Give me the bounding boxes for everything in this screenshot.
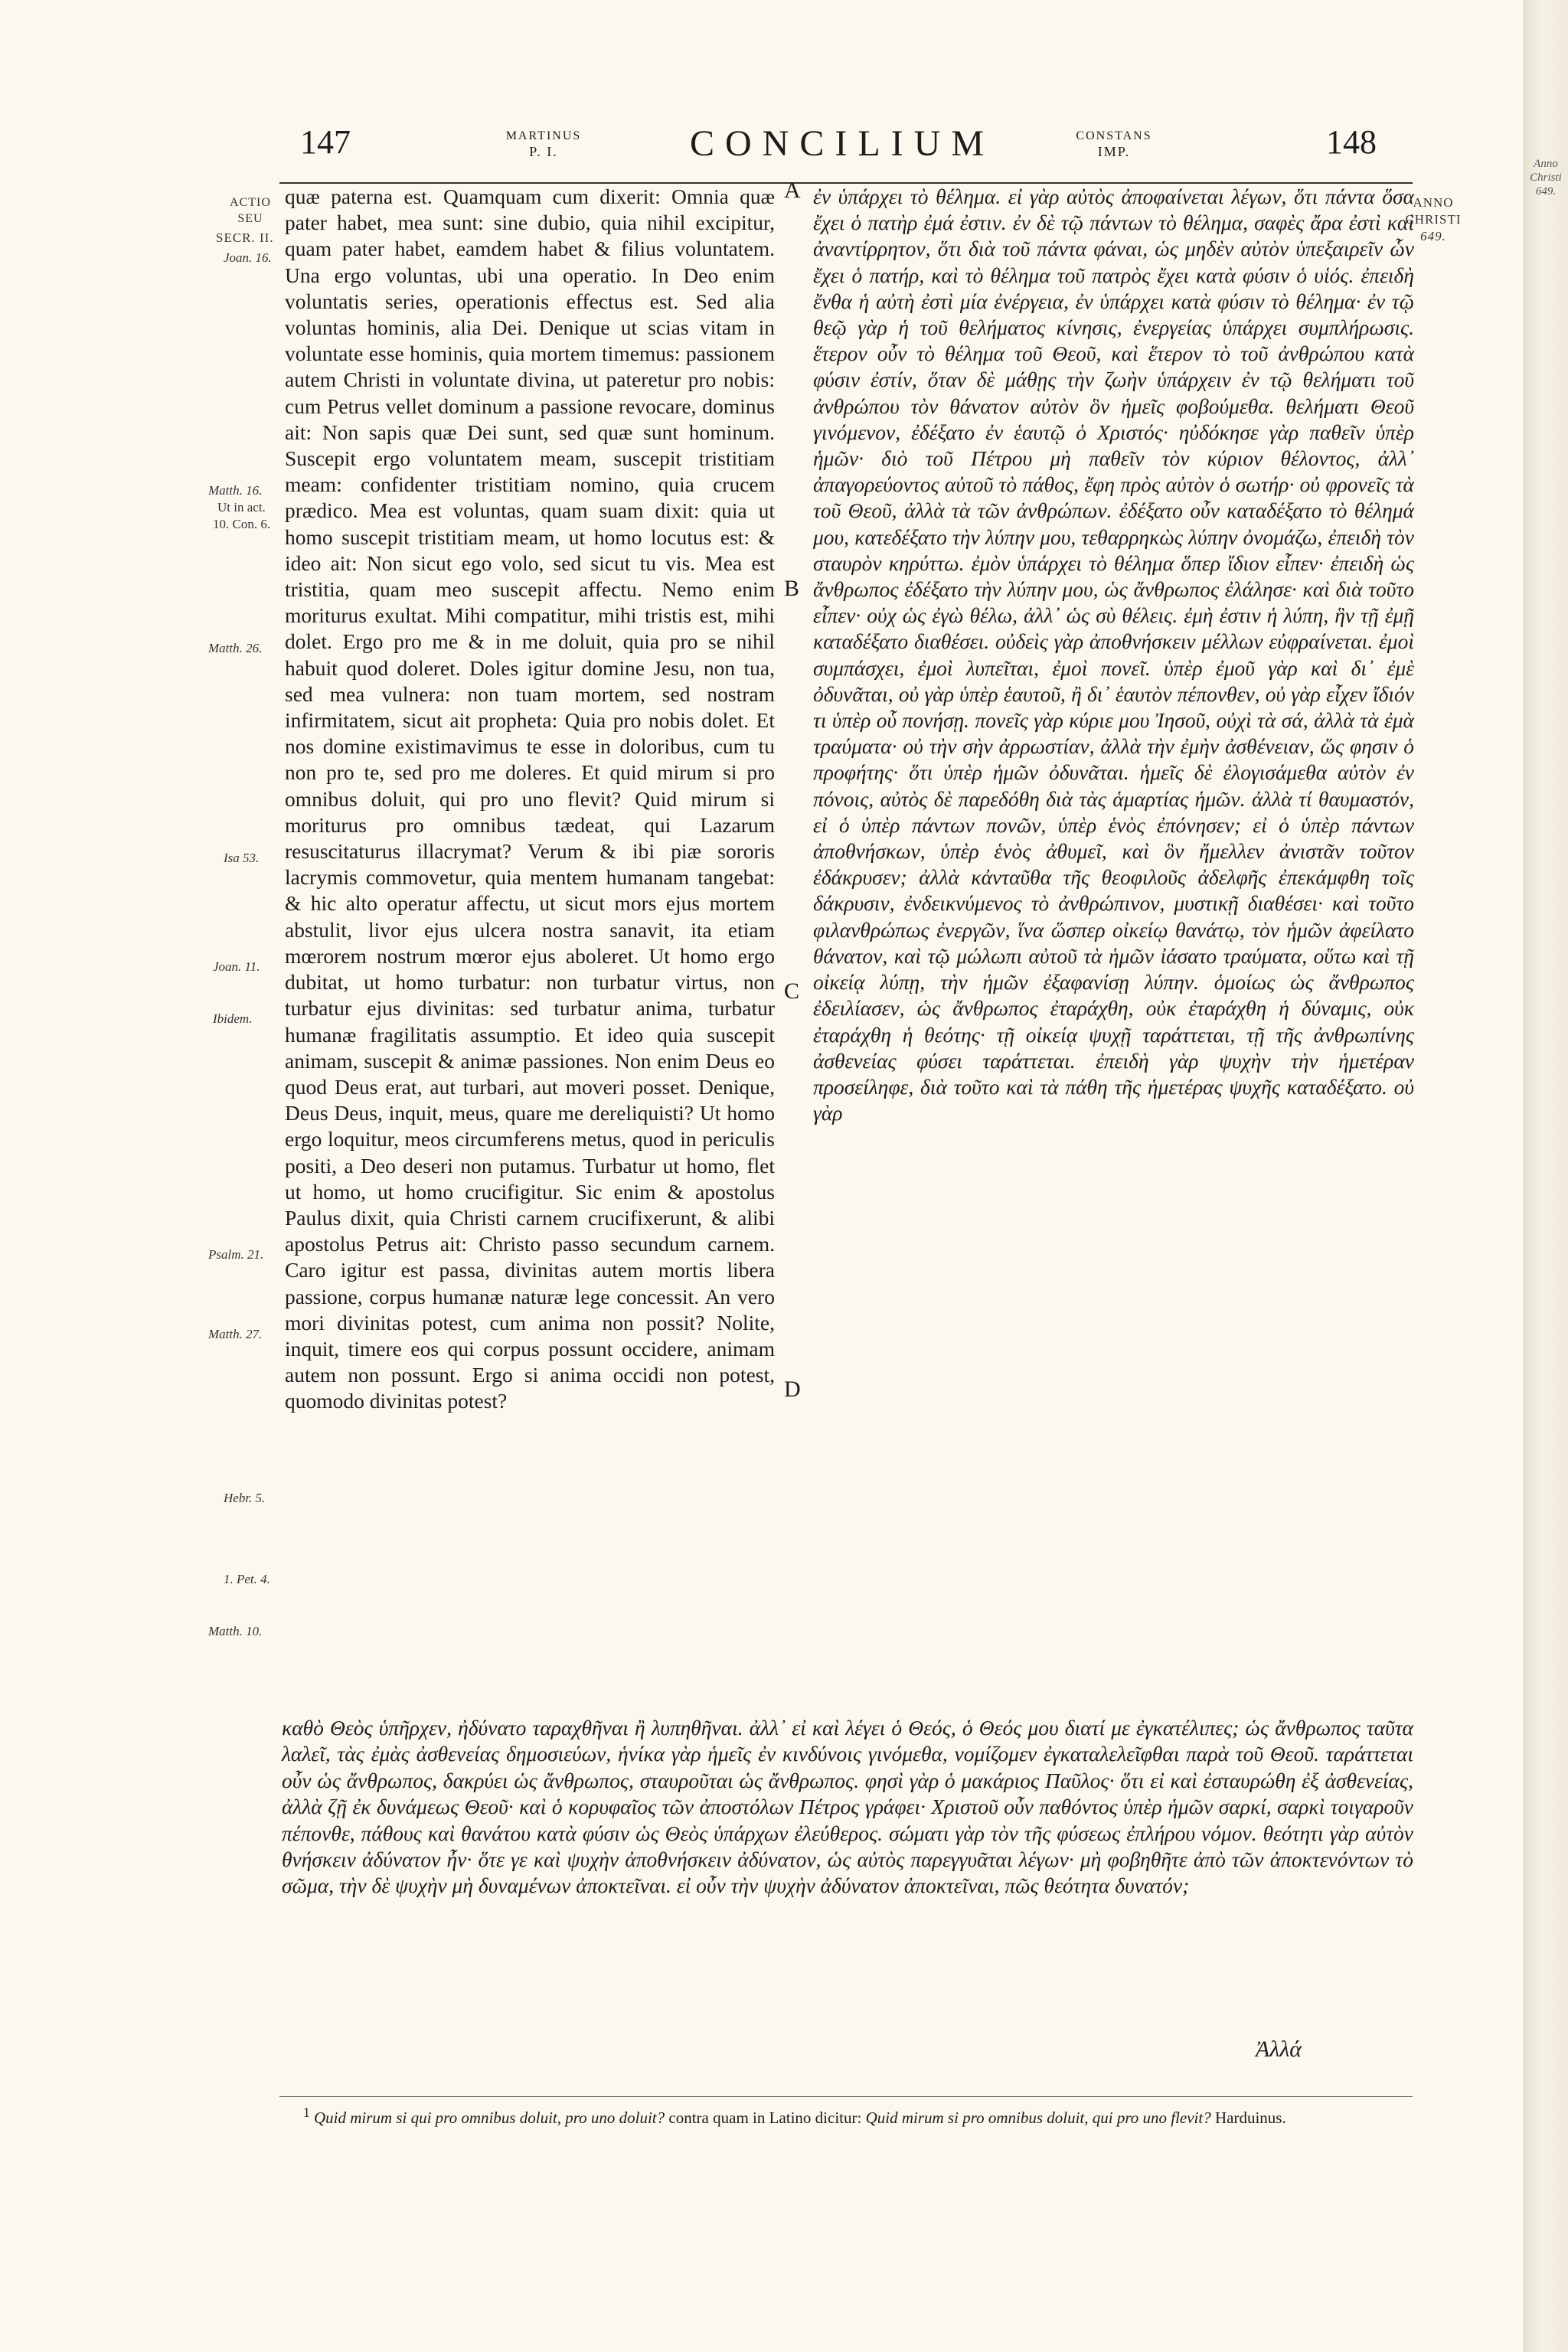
page-title: CONCILIUM — [690, 123, 995, 164]
section-letter-a: A — [784, 178, 801, 203]
footnote-quote-latin: Quid mirum si pro omnibus doluit, qui pro uno flevit? — [865, 2109, 1211, 2127]
section-letter-b: B — [784, 576, 800, 601]
section-letter-c: C — [784, 978, 800, 1004]
spine-anno: Anno — [1534, 158, 1558, 170]
footnote-attribution: Harduinus. — [1214, 2109, 1286, 2127]
header-martinus-name: MARTINUS — [505, 129, 582, 142]
margin-matth27: Matth. 27. — [208, 1327, 263, 1341]
header-constans-name: CONSTANS — [1076, 129, 1152, 142]
margin-actio — [224, 194, 277, 227]
greek-column-text: ἐν ὑπάρχει τὸ θέλημα. εἰ γὰρ αὐτὸς ἀποφαίνεται λέγων, ὅτι πάντα ὅσα ἔχει ὁ πατὴρ ἐμά ἐστιν. ἐν δὲ τῷ πάντων τὸ θέλημα, σαφὲς ἄρα ἐστὶ καὶ ἀναντίρρητον, ὅτι διὰ τοῦ πάντα φάναι, ὡς μηδὲν αὐτὸν ὑπεξαιρεῖν ὧν ἔχει ὁ πατήρ, καὶ τὸ θέλημα τοῦ πατρὸς ἔχει κατὰ φύσιν ὁ υἱός. ἐπειδὴ ἔνθα ἡ αὐτὴ ἐστὶ μία ἐνέργεια, ἐν ὑπάρχει κατὰ φύσιν τὸ θέλημα· ἐν τῷ θεῷ γὰρ ἡ τοῦ θελήματος κίνησις, ἐνεργείας ὑπάρχει συμπλήρωσις. ἕτερον οὖν τὸ θέλημα τοῦ Θεοῦ, καὶ ἕτερον τὸ τοῦ ἀνθρώπου κατὰ φύσιν ἐστίν, ὅταν δὲ μάθῃς τὴν ζωὴν ὑπάρχειν ἐν τῷ θελήματι τοῦ ἀνθρώπου τὸν θάνατον αὐτὸν ὃν ἡμεῖς φοβούμεθα. θελήματι Θεοῦ γινόμενον, ἐδέξατο ἐν ἑαυτῷ ὁ Χριστός· ηὐδόκησε γὰρ παθεῖν ὑπὲρ ἡμῶν· διὸ τοῦ Πέτρου μὴ παθεῖν τὸν κύριον θέλοντος, ἀλλ᾽ ἀπαγορεύοντος αὐτοῦ τὸ πάθος, ἔφη πρὸς αὐτὸν ὁ σωτήρ· οὐ φρονεῖς τὰ τοῦ Θεοῦ, ἀλλὰ τὰ τῶν ἀνθρώπων. ἐδέξατο οὖν καταδέξατο τὸ θέλημά μου, κατεδέξατο τὴν λύπην μου, τεθαρρηκὼς λύπην ὀνομάζω, ἐπειδὴ τὸν σταυρὸν κηρύττω. ἐμὸν ὑπάρχει τὸ θέλημα ὅπερ ἴδιον εἶπεν· ἐπειδὴ ὡς ἄνθρωπος ἐδέξατο τὴν λύπην μου, ὡς ἄνθρωπος ἐλάλησε· καὶ διὰ τοῦτο εἶπεν· οὐχ ὡς ἐγὼ θέλω, ἀλλ᾽ ὡς σὺ θέλεις. ἐμὴ ἐστιν ἡ λύπη, ἣν τῇ ἐμῇ καταδέξατο διαθέσει. οὐδεὶς γὰρ ἀποθνήσκειν μέλλων εὐφραίνεται. ἐμοὶ συμπάσχει, ἐμοὶ λυπεῖται, ἐμοὶ πονεῖ. ὑπὲρ ἐμοῦ γὰρ καὶ δι᾽ ἐμὲ ὀδυνᾶται, οὐ γὰρ ὑπὲρ ἑαυτοῦ, ἢ δι᾽ ἑαυτὸν πέπονθεν, οὐ γὰρ εἶχεν ἴδιόν τι ὑπὲρ οὗ πονήσῃ. πονεῖς γὰρ κύριε μου Ἰησοῦ, οὐχὶ τὰ σά, ἀλλὰ τὰ ἐμὰ τραύματα· οὐ τὴν σὴν ἀρρωστίαν, ἀλλὰ τὴν ἐμὴν ἀσθένειαν, ὥς φησιν ὁ προφήτης· ὅτι ὑπὲρ ἡμῶν ὀδυνᾶται. ἡμεῖς δὲ ἐλογισάμεθα αὐτὸν ἐν πόνοις, αὐτὸς δὲ παρεδόθη διὰ τὰς ἁμαρτίας ἡμῶν. ἀλλὰ τί θαυμαστόν, εἰ ὁ ὑπὲρ πάντων πονῶν, ὑπὲρ ἑνὸς ἐπόνησεν; εἰ ὁ ὑπὲρ πάντων ἀποθνήσκων, ὑπὲρ ἑνὸς ἀθυμεῖ, καὶ ὃν ἤμελλεν ἀνιστᾶν τοῦτον ἐδάκρυσεν; ἀλλὰ κἀνταῦθα τῆς θεοφιλοῦς ἀδελφῆς ἐπεκάμφθη τοῖς δάκρυσιν, ἐνδεικνύμενος τὸ ἀνθρώπινον, μυστικῇ διαθέσει· καὶ τοῦτο φιλανθρώπως ἐνεργῶν, ἵνα ὥσπερ οἰκείῳ θανάτῳ, τὸν ἡμῶν ἀφείλατο θάνατον, καὶ τῷ μώλωπι αὐτοῦ τὰ ἡμῶν ἰάσατο τραύματα, οὕτω καὶ τῇ οἰκείᾳ λύπῃ, τὴν ἡμῶν ἐξαφανίσῃ λύπην. ὁμοίως ὡς ἄνθρωπος ἐδειλίασεν, ὡς ἄνθρωπος ἐταράχθη, οὐκ ἐταράχθη ἡ δύναμις, οὐκ ἐταράχθη ἡ θεότης· τῇ οἰκείᾳ ψυχῇ ταράττεται, τῇ τῆς ἀνθρωπίνης ἀσθενείας φύσει ταράττεται. ἐπειδὴ γὰρ ψυχὴν τὴν ἡμετέραν προσείληφε, διὰ τοῦτο καὶ τὰ πάθη τῆς ἡμετέρας ψυχῆς καταδέξατο. οὐ γὰρ — [813, 185, 1414, 1125]
catchword: Ἀλλά — [1256, 2037, 1302, 2062]
footnote-connector: contra quam in Latino dicitur: — [668, 2109, 862, 2127]
margin-secr: SECR. II. — [216, 230, 274, 245]
margin-ut-in-act: Ut in act. — [217, 500, 266, 514]
margin-seu-word: SEU — [237, 212, 263, 225]
footnote-marker: 1 — [303, 2105, 310, 2120]
adjacent-page-margin-note — [1527, 157, 1565, 198]
margin-pet4: 1. Pet. 4. — [224, 1572, 270, 1586]
footnote-quote-greek: Quid mirum si qui pro omnibus doluit, pro uno doluit? — [314, 2109, 665, 2127]
margin-matth10: Matth. 10. — [208, 1624, 263, 1638]
margin-ibidem: Ibidem. — [213, 1011, 253, 1026]
margin-matth16: Matth. 16. — [208, 483, 263, 498]
header-constans — [1057, 129, 1171, 159]
latin-column-text: quæ paterna est. Quamquam cum dixerit: Omnia quæ pater habet, mea sunt: sine dubio, quia nihil excipitur, quam pater habet, eamdem habet & filius voluntatem. Una ergo voluntas, ubi una operatio. In Deo enim voluntatis series, operationis effectus est. Sed alia voluntas hominis, alia Dei. Denique ut scias vitam in voluntate esse hominis, quia mortem timemus: passionem autem Christi in voluntate divina, ut pateretur pro nobis: cum Petrus vellet dominum a passione revocare, dominus ait: Non sapis quæ Dei sunt, sed quæ sunt hominum. Suscepit ergo voluntatem meam, suscepit tristitiam meam: confidenter tristitiam nomino, quia crucem prædico. Mea est voluntas, quam suam dixit: quia ut homo suscepit tristitiam meam, ut homo locutus est: & ideo ait: Non sicut ego volo, sed sicut tu vis. Mea est tristitia, quam meo suscepit affectu. Nemo enim moriturus exultat. Mihi compatitur, mihi tristis est, mihi dolet. Ergo pro me & in me doluit, quia pro se nihil habuit quod doleret. Doles igitur domine Jesu, non tua, sed mea vulnera: non tuam mortem, sed nostram infirmitatem, sicut ait propheta: Quia pro nobis dolet. Et nos domine existimavimus te esse in doloribus, cum tu non pro te, sed pro me doleres. Et quid mirum si pro omnibus doluit, qui pro uno flevit? Quid mirum si moriturus pro omnibus tædeat, qui Lazarum resuscitaturus illacrymat? Verum & ibi piæ sororis lacrymis commovetur, quia mentem humanam tangebat: & hic alto operatur affectu, ut sicut mors ejus mortem abstulit, livor ejus ulcera nostra sanavit, ita etiam mœrorem nostrum mœror ejus aboleret. Ut homo ergo dubitat, ut homo turbatur: non turbatur virtus, non turbatur ejus divinitas: sed turbatur anima, turbatur humanæ fragilitatis assumptio. Et ideo quia suscepit animam, suscepit & animæ passiones. Non enim Deus eo quod Deus erat, aut turbari, aut moveri posset. Denique, Deus Deus, inquit, meus, quare me dereliquisti? Ut homo ergo loquitur, meos circumferens metus, quod in periculis positi, a Deo deseri non putamus. Turbatur ut homo, flet ut homo, ut homo crucifigitur. Sic enim & apostolus Paulus dixit, quia Christi carnem crucifixerunt, & alibi apostolus Petrus ait: Christo passo secundum carnem. Caro igitur est passa, divinitas autem mortis libera passione, corpus humanæ naturæ lege concessit. An vero mori divinitas potest, cum anima non possit? Nolite, inquit, timere eos qui corpus possunt occidere, animam autem non possunt. Ergo si anima occidi non potest, quomodo divinitas potest? — [285, 185, 775, 1413]
greek-full-width-text: καθὸ Θεὸς ὑπῆρχεν, ἠδύνατο ταραχθῆναι ἢ λυπηθῆναι. ἀλλ᾽ εἰ καὶ λέγει ὁ Θεός, ὁ Θεός μου διατί με ἐγκατέλιπες; ὡς ἄνθρωπος ταῦτα λαλεῖ, τὰς ἐμὰς ἀσθενείας δημοσιεύων, ἡνίκα γὰρ ἡμεῖς ἐν κινδύνοις γινόμεθα, νομίζομεν ἐγκαταλελεῖφθαι παρὰ τοῦ Θεοῦ. ταράττεται οὖν ὡς ἄνθρωπος, δακρύει ὡς ἄνθρωπος, σταυροῦται ὡς ἄνθρωπος. φησὶ γὰρ ὁ μακάριος Παῦλος· ὅτι εἰ καὶ ἐσταυρώθη ἐξ ἀσθενείας, ἀλλὰ ζῇ ἐκ δυνάμεως Θεοῦ· καὶ ὁ κορυφαῖος τῶν ἀποστόλων Πέτρος γράφει· Χριστοῦ οὖν παθόντος ὑπὲρ ἡμῶν σαρκί, σαρκὶ τοιγαροῦν πέπονθε, πάθους καὶ θανάτου κατὰ φύσιν ὡς Θεὸς ὑπάρχων ἐλεύθερος. σώματι γὰρ τὸν τῆς φύσεως ἐπλήρου νόμον. θεότητι γὰρ αὐτὸν θνήσκειν ἀδύνατον ἦν· ὅτε γε καὶ ψυχὴν ἀποθνήσκειν ἀδύνατον, ὡς αὐτὸς παρεγγυᾶται λέγων· μὴ φοβηθῆτε ἀπὸ τῶν ἀποκτενόντων τὸ σῶμα, τὴν δὲ ψυχὴν μὴ δυναμένων ἀποκτεῖναι. εἰ οὖν τὴν ψυχὴν ἀδύνατον ἀποκτεῖναι, πῶς θεότητα δυνατόν; — [282, 1716, 1413, 1898]
footnote — [282, 2102, 1413, 2128]
page-number-right: 148 — [1326, 123, 1377, 161]
margin-joan11: Joan. 11. — [213, 959, 260, 974]
margin-actio-word: ACTIO — [230, 196, 271, 209]
margin-matth26: Matth. 26. — [208, 641, 263, 655]
section-letter-d: D — [784, 1377, 801, 1402]
margin-con6: 10. Con. 6. — [213, 517, 271, 531]
margin-anno: ANNO — [1413, 195, 1454, 210]
margin-year: 649. — [1420, 229, 1446, 243]
adjacent-page-edge — [1524, 0, 1568, 2352]
header-martinus — [490, 129, 597, 159]
margin-joan16: Joan. 16. — [224, 250, 272, 265]
margin-christi: CHRISTI — [1405, 212, 1462, 227]
page-number-left: 147 — [300, 123, 351, 161]
spine-year: 649. — [1535, 185, 1557, 198]
margin-psalm21: Psalm. 21. — [208, 1247, 264, 1262]
spine-christi: Christi — [1530, 172, 1562, 184]
margin-isa53: Isa 53. — [224, 851, 260, 865]
header-martinus-sub: P. I. — [529, 144, 558, 159]
margin-hebr5: Hebr. 5. — [224, 1491, 266, 1505]
footnote-rule — [279, 2096, 1413, 2097]
header-constans-sub: IMP. — [1097, 144, 1131, 159]
